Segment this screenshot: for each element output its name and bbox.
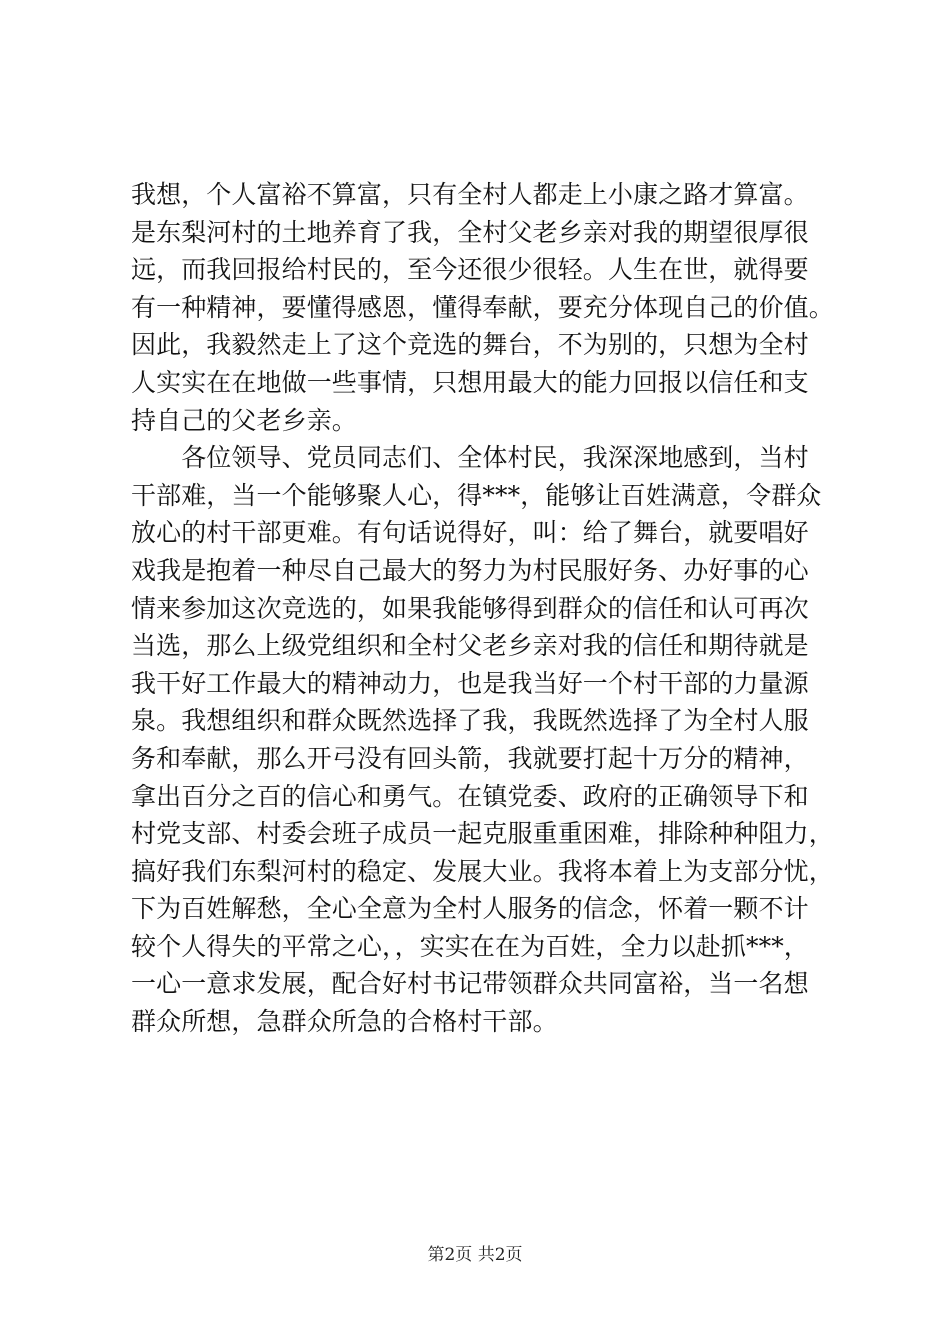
text-line: 远，而我回报给村民的，至今还很少很轻。人生在世，就得要 — [131, 255, 809, 285]
text-line: 放心的村干部更难。有句话说得好，叫：给了舞台，就要唱好 — [131, 518, 809, 548]
text-line: 搞好我们东梨河村的稳定、发展大业。我将本着上为支部分忧， — [131, 856, 834, 886]
text-line: 是东梨河村的土地养育了我，全村父老乡亲对我的期望很厚很 — [131, 217, 809, 247]
text-line: 因此，我毅然走上了这个竞选的舞台，不为别的，只想为全村 — [131, 330, 809, 360]
text-line: 泉。我想组织和群众既然选择了我，我既然选择了为全村人服 — [131, 706, 809, 736]
page-number-label: 第2页 共2页 — [427, 1245, 523, 1265]
text-line: 下为百姓解愁，全心全意为全村人服务的信念，怀着一颗不计 — [131, 894, 809, 924]
text-line: 我想，个人富裕不算富，只有全村人都走上小康之路才算富。 — [131, 180, 809, 209]
text-line: 干部难，当一个能够聚人心，得***，能够让百姓满意，令群众 — [131, 480, 822, 510]
page-footer — [0, 1240, 950, 1265]
text-line: 人实实在在地做一些事情，只想用最大的能力回报以信任和支 — [131, 367, 809, 397]
text-line: 村党支部、村委会班子成员一起克服重重困难，排除种种阻力， — [131, 819, 834, 849]
body-text — [131, 176, 851, 1041]
text-line: 戏我是抱着一种尽自己最大的努力为村民服好务、办好事的心 — [131, 555, 809, 585]
text-line: 各位领导、党员同志们、全体村民，我深深地感到，当村 — [131, 443, 809, 473]
text-line: 当选，那么上级党组织和全村父老乡亲对我的信任和期待就是 — [131, 631, 809, 661]
text-line: 较个人得失的平常之心，，实实在在为百姓，全力以赴抓***， — [131, 931, 809, 961]
text-line: 持自己的父老乡亲。 — [131, 405, 357, 435]
text-line: 一心一意求发展，配合好村书记带领群众共同富裕，当一名想 — [131, 969, 809, 999]
text-line: 情来参加这次竞选的，如果我能够得到群众的信任和认可再次 — [131, 593, 809, 623]
text-line: 我干好工作最大的精神动力，也是我当好一个村干部的力量源 — [131, 668, 809, 698]
text-line: 务和奉献，那么开弓没有回头箭，我就要打起十万分的精神， — [131, 743, 809, 773]
text-line: 有一种精神，要懂得感恩，懂得奉献，要充分体现自己的价值。 — [131, 292, 834, 322]
text-line: 拿出百分之百的信心和勇气。在镇党委、政府的正确领导下和 — [131, 781, 809, 811]
text-line: 群众所想，急群众所急的合格村干部。 — [131, 1007, 558, 1037]
